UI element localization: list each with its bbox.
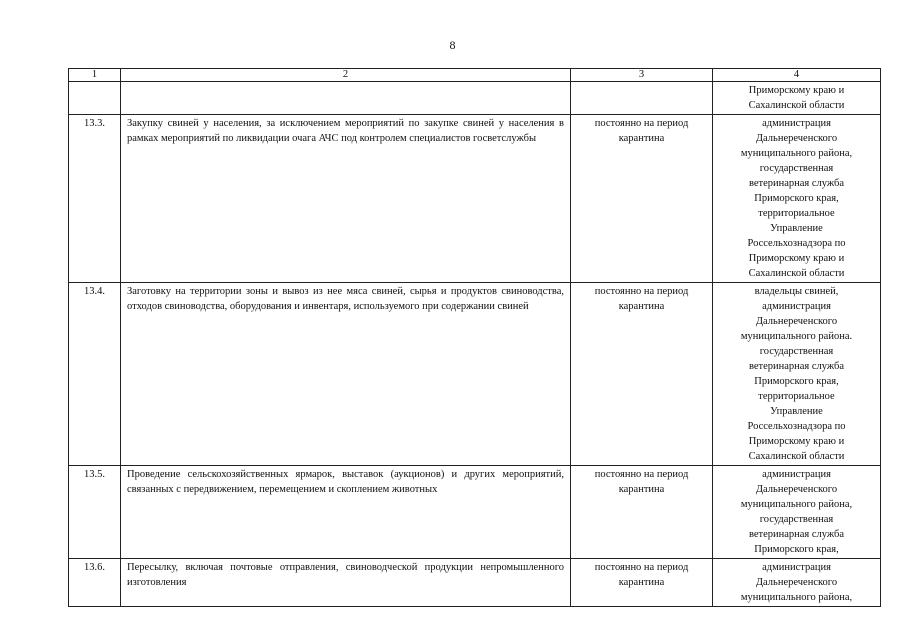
responsible-line: ветеринарная служба <box>748 361 845 372</box>
responsible-line: ветеринарная служба <box>748 178 845 189</box>
measure-term <box>571 283 713 466</box>
responsible-line: Сахалинской области <box>748 100 845 111</box>
table-body <box>69 82 881 607</box>
term-line: карантина <box>618 577 665 588</box>
responsible-line: Приморского края, <box>754 376 839 387</box>
responsible-party <box>713 559 881 607</box>
column-header-4: 4 <box>713 69 881 82</box>
responsible-line: муниципального района, <box>740 499 853 510</box>
responsible-line: Приморского края, <box>754 193 839 204</box>
responsible-line: администрация <box>762 301 831 312</box>
responsible-party <box>713 115 881 283</box>
measure-description: Проведение сельскохозяйственных ярмарок, выставок (аукционов) и других мероприятий, связанных с передвижением, перемещением и скоплением животных <box>121 466 571 559</box>
row-number: 13.6. <box>69 559 121 607</box>
measure-term <box>571 82 713 115</box>
measure-description: Заготовку на территории зоны и вывоз из нее мяса свиней, сырья и продуктов свиноводства, отходов свиноводства, оборудования и инвентаря, используемого при содержании свиней <box>121 283 571 466</box>
responsible-line: Россельхознадзора по <box>747 238 846 249</box>
responsible-party <box>713 283 881 466</box>
responsible-line: администрация <box>762 118 831 129</box>
responsible-line: Приморскому краю и <box>748 85 845 96</box>
responsible-line: ветеринарная служба <box>748 529 845 540</box>
responsible-line: Дальнереченского <box>755 316 838 327</box>
measure-description: Закупку свиней у населения, за исключением мероприятий по закупке свиней у населения в рамках мероприятий по ликвидации очага АЧС под контролем специалистов госветслужбы <box>121 115 571 283</box>
table-row <box>69 559 881 607</box>
responsible-line: администрация <box>762 562 831 573</box>
responsible-line: государственная <box>759 163 834 174</box>
table-row <box>69 115 881 283</box>
term-line: постоянно на период <box>594 562 689 573</box>
responsible-line: муниципального района. <box>740 331 853 342</box>
row-number <box>69 82 121 115</box>
responsible-line: территориальное <box>758 391 835 402</box>
responsible-party <box>713 82 881 115</box>
column-header-1: 1 <box>69 69 121 82</box>
responsible-line: муниципального района, <box>740 592 853 603</box>
measure-term <box>571 115 713 283</box>
measure-term <box>571 466 713 559</box>
responsible-line: Дальнереченского <box>755 484 838 495</box>
responsible-line: Россельхознадзора по <box>747 421 846 432</box>
responsible-line: Управление <box>770 406 823 417</box>
responsible-line: Сахалинской области <box>748 268 845 279</box>
term-line: постоянно на период <box>594 118 689 129</box>
responsible-party <box>713 466 881 559</box>
row-number: 13.3. <box>69 115 121 283</box>
measure-description <box>121 82 571 115</box>
responsible-line: Управление <box>770 223 823 234</box>
responsible-line: Сахалинской области <box>748 451 845 462</box>
responsible-line: администрация <box>762 469 831 480</box>
row-number: 13.5. <box>69 466 121 559</box>
term-line: карантина <box>618 484 665 495</box>
table-row <box>69 283 881 466</box>
responsible-line: владельцы свиней, <box>754 286 839 297</box>
responsible-line: Приморскому краю и <box>748 253 845 264</box>
responsible-line: Дальнереченского <box>755 133 838 144</box>
term-line: карантина <box>618 301 665 312</box>
responsible-line: Дальнереченского <box>755 577 838 588</box>
column-header-row <box>69 69 881 82</box>
table-row <box>69 82 881 115</box>
measures-table <box>68 68 881 607</box>
responsible-line: территориальное <box>758 208 835 219</box>
term-line: постоянно на период <box>594 469 689 480</box>
term-line: постоянно на период <box>594 286 689 297</box>
table-row <box>69 466 881 559</box>
column-header-2: 2 <box>121 69 571 82</box>
responsible-line: государственная <box>759 346 834 357</box>
measure-description: Пересылку, включая почтовые отправления, свиноводческой продукции непромышленного изготовления <box>121 559 571 607</box>
responsible-line: государственная <box>759 514 834 525</box>
page-number: 8 <box>449 38 456 52</box>
row-number: 13.4. <box>69 283 121 466</box>
term-line: карантина <box>618 133 665 144</box>
responsible-line: Приморского края, <box>754 544 839 555</box>
responsible-line: Приморскому краю и <box>748 436 845 447</box>
column-header-3: 3 <box>571 69 713 82</box>
measure-term <box>571 559 713 607</box>
responsible-line: муниципального района, <box>740 148 853 159</box>
